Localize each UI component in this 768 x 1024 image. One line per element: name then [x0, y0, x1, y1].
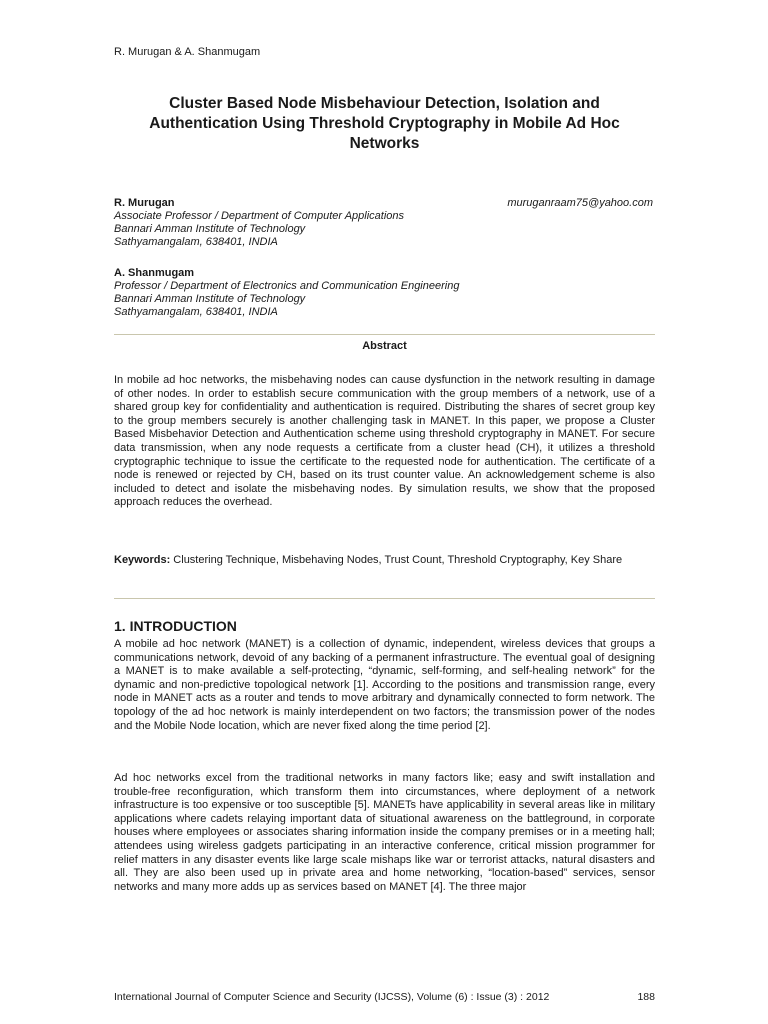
- author-name: A. Shanmugam: [114, 267, 195, 279]
- author-email: muruganraam75@yahoo.com: [507, 197, 653, 209]
- abstract-text: In mobile ad hoc networks, the misbehaving nodes can cause dysfunction in the network resulting in damage of other nodes. In order to establish secure communication with the group members of a network, use of a shared group key for confidentiality and authentication is required. Distributing the shares of secret group key to the group members securely is another challenging task in MANET. In this paper, we propose a Cluster Based Misbehavior Detection and Authentication scheme using threshold cryptography in MANET. For secure data transmission, when any node requests a certificate from a cluster head (CH), it utilizes a threshold cryptographic technique to issue the certificate to the requested node for authentication. The certificate of a node is renewed or rejected by CH, based on its trust counter value. An acknowledgement scheme is also included to detect and isolate the misbehaving nodes. By simulation results, we show that the proposed approach reduces the overhead.: [114, 374, 655, 509]
- author-affiliation-line: Associate Professor / Department of Computer Applications: [114, 210, 405, 222]
- author-affiliation-line: Sathyamangalam, 638401, INDIA: [114, 236, 278, 248]
- section-heading: 1. INTRODUCTION: [114, 618, 237, 634]
- author-block-2: [114, 267, 655, 319]
- paper-page: [114, 0, 655, 1024]
- keywords-label: Keywords:: [114, 554, 171, 566]
- divider-rule: [114, 334, 655, 335]
- author-block-1: [114, 197, 655, 249]
- page-number: 188: [637, 991, 655, 1003]
- body-paragraph: Ad hoc networks excel from the traditional networks in many factors like; easy and swift installation and trouble-free reconfiguration, which transform them into circumstances, where deployment of a network infrastructure is too expensive or too susceptible [5]. MANETs have applicability in several areas like in military applications where cadets relaying important data of situational awareness on the battleground, in corporate houses where employees or associates sharing information inside the company premises or in a meeting hall; attendees using wireless gadgets participating in an interactive conference, critical mission programmer for relief matters in any disaster events like large scale mishaps like war or terrorist attacks, natural disasters and all. They are also been used up in private area and home networking, “location-based” services, sensor networks and many more adds up as services based on MANET [4]. The three major: [114, 772, 655, 893]
- divider-rule: [114, 598, 655, 599]
- abstract-heading: Abstract: [362, 340, 407, 352]
- author-affiliation-line: Bannari Amman Institute of Technology: [114, 223, 306, 235]
- author-affiliation-line: Sathyamangalam, 638401, INDIA: [114, 306, 278, 318]
- body-paragraph: A mobile ad hoc network (MANET) is a collection of dynamic, independent, wireless devices that groups a communications network, devoid of any backing of a permanent infrastructure. The eventual goal of designing a MANET is to make available a self-protecting, “dynamic, self-forming, and self-healing network” for the dynamic and non-predictive topological network [1]. According to the positions and transmission range, every node in MANET acts as a router and tends to move arbitrary and dynamically connected to form network. The topology of the ad hoc network is mainly interdependent on two factors; the transmission power of the nodes and the Mobile Node location, which are never fixed along the time period [2].: [114, 638, 655, 732]
- page-footer: [114, 991, 655, 1003]
- paper-title: Cluster Based Node Misbehaviour Detection, Isolation and Authentication Using Threshold Cryptography in Mobile Ad Hoc Networks: [149, 95, 620, 152]
- keywords-text: Clustering Technique, Misbehaving Nodes, Trust Count, Threshold Cryptography, Key Share: [170, 554, 623, 566]
- author-affiliation-line: Bannari Amman Institute of Technology: [114, 293, 306, 305]
- journal-citation: International Journal of Computer Science and Security (IJCSS), Volume (6) : Issue (3) : 2012: [114, 991, 550, 1003]
- running-head: R. Murugan & A. Shanmugam: [114, 46, 261, 58]
- author-name: R. Murugan: [114, 197, 175, 209]
- author-affiliation-line: Professor / Department of Electronics and Communication Engineering: [114, 280, 460, 292]
- keywords: [114, 554, 655, 568]
